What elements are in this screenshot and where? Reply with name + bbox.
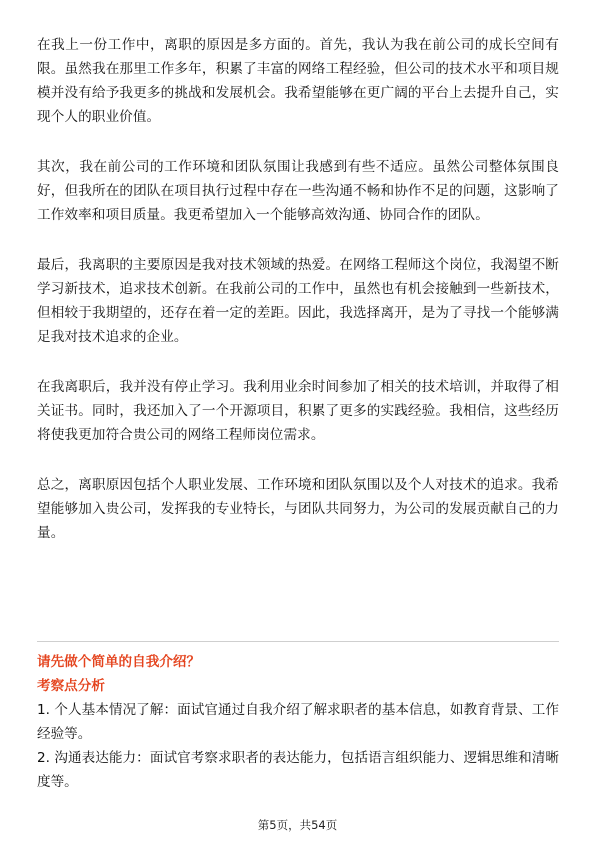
answer-paragraph-3: 最后，我离职的主要原因是我对技术领域的热爱。在网络工程师这个岗位，我渴望不断学习新技术，追求技术创新。在我前公司的工作中，虽然也有机会接触到一些新技术，但相较于我期望的，还存在着一定的差距。因此，我选择离开，是为了寻找一个能够满足我对技术追求的企业。: [37, 257, 559, 345]
section-divider: [37, 641, 559, 642]
answer-paragraph-4: 在我离职后，我并没有停止学习。我利用业余时间参加了相关的技术培训，并取得了相关证书。同时，我还加入了一个开源项目，积累了更多的实践经验。我相信，这些经历将使我更加符合贵公司的网络工程师岗位需求。: [37, 379, 559, 443]
answer-body: [37, 33, 559, 545]
page-number: 第5页，共54页: [257, 818, 338, 832]
answer-paragraph-1: 在我上一份工作中，离职的原因是多方面的。首先，我认为我在前公司的成长空间有限。虽然我在那里工作多年，积累了丰富的网络工程经验，但公司的技术水平和项目规模并没有给予我更多的挑战和发展机会。我希望能够在更广阔的平台上去提升自己，实现个人的职业价值。: [37, 37, 559, 125]
analysis-point-2: 2. 沟通表达能力：面试官考察求职者的表达能力，包括语言组织能力、逻辑思维和清晰度等。: [37, 750, 559, 790]
answer-paragraph-2: 其次，我在前公司的工作环境和团队氛围让我感到有些不适应。虽然公司整体氛围良好，但我所在的团队在项目执行过程中存在一些沟通不畅和协作不足的问题，这影响了工作效率和项目质量。我更希望加入一个能够高效沟通、协同合作的团队。: [37, 159, 559, 223]
analysis-point-1: 1. 个人基本情况了解：面试官通过自我介绍了解求职者的基本信息，如教育背景、工作经验等。: [37, 702, 559, 742]
question-title: 请先做个简单的自我介绍？: [37, 654, 201, 670]
question-section: [37, 650, 559, 794]
analysis-heading: 考察点分析: [37, 678, 105, 694]
answer-paragraph-5: 总之，离职原因包括个人职业发展、工作环境和团队氛围以及个人对技术的追求。我希望能够加入贵公司，发挥我的专业特长，与团队共同努力，为公司的发展贡献自己的力量。: [37, 477, 559, 541]
